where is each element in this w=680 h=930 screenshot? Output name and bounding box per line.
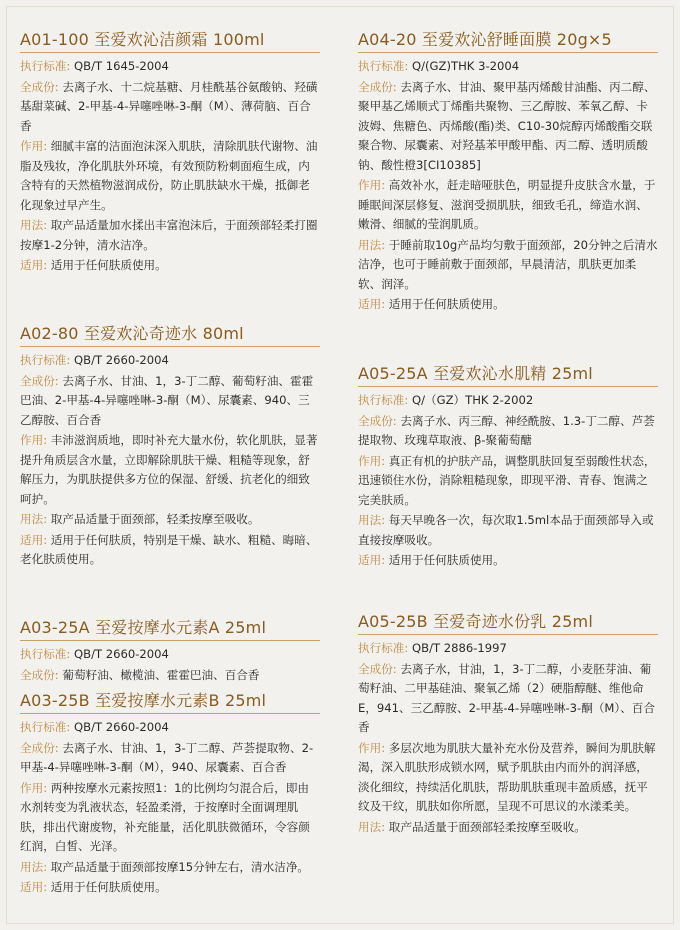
- ingredients-value: 去离子水、丙三醇、神经酰胺、1.3-丁二醇、芦荟提取物、玫瑰草取液、β-聚葡萄醣: [358, 413, 655, 447]
- standard-line: [20, 718, 320, 738]
- usage-value: 于睡前取10g产品均匀敷于面颈部，20分钟之后清水洁净，也可于睡前敷于面颈部，早晨清洁，肌肤更加柔软、润泽。: [358, 237, 658, 291]
- ingredients-line: [358, 412, 658, 451]
- usage-label: 用法:: [358, 237, 386, 252]
- ingredients-label: 全成份:: [20, 373, 59, 388]
- ingredients-line: [20, 739, 320, 778]
- ingredients-label: 全成份:: [20, 79, 59, 94]
- suitable-value: 适用于任何肤质使用。: [388, 297, 505, 311]
- ingredients-label: 全成份:: [358, 79, 397, 94]
- standard-line: [358, 57, 658, 77]
- standard-value: Q/（GZ）THK 2-2002: [411, 393, 534, 407]
- usage-value: 取产品适量于面颈部轻柔按摩至吸收。: [388, 819, 586, 834]
- usage-line: [358, 236, 658, 295]
- suitable-label: 适用:: [20, 532, 48, 547]
- product-a05a: [358, 364, 658, 571]
- ingredients-line: [20, 372, 320, 431]
- usage-line: [358, 818, 658, 838]
- suitable-label: 适用:: [20, 258, 48, 272]
- standard-label: 执行标准:: [20, 647, 71, 661]
- suitable-line: [20, 531, 320, 570]
- suitable-label: 适用:: [20, 880, 48, 894]
- usage-label: 用法:: [20, 512, 48, 526]
- ingredients-label: 全成份:: [358, 661, 397, 676]
- effect-value: 真正有机的护肤产品，调整肌肤回复至弱酸性状态，迅速锁住水份，消除粗糙现象，即现平滑、青春、饱满之完美肤质。: [358, 453, 656, 507]
- standard-value: QB/T 2660-2004: [73, 647, 169, 661]
- suitable-line: [358, 295, 658, 315]
- standard-value: QB/T 2660-2004: [73, 720, 169, 734]
- suitable-line: [20, 256, 320, 276]
- effect-value: 高效补水，赶走暗哑肤色，明显提升皮肤含水量，于睡眠间深层修复、滋润受损肌肤，细致毛孔，缔造水润、嫩滑、细腻的莹润肌质。: [358, 178, 656, 231]
- standard-value: Q/(GZ)THK 3-2004: [411, 59, 520, 73]
- suitable-line: [20, 878, 320, 898]
- standard-line: [358, 639, 658, 659]
- usage-value: 取产品适量于面颈部，轻柔按摩至吸收。: [50, 512, 260, 526]
- ingredients-line: [358, 660, 658, 738]
- effect-label: 作用:: [358, 178, 386, 192]
- standard-label: 执行标准:: [20, 353, 71, 367]
- standard-value: QB/T 2660-2004: [73, 353, 169, 367]
- standard-label: 执行标准:: [358, 393, 409, 407]
- suitable-value: 适用于任何肤质使用。: [388, 553, 505, 567]
- standard-label: 执行标准:: [358, 641, 409, 655]
- effect-label: 作用:: [20, 139, 48, 153]
- effect-line: [20, 779, 320, 857]
- suitable-value: 适用于任何肤质使用。: [50, 880, 167, 894]
- effect-label: 作用:: [20, 780, 48, 795]
- effect-value: 多层次地为肌肤大量补充水份及营养，瞬间为肌肤解渴，深入肌肤形成锁水网，赋予肌肤由内而外的润泽感，淡化细纹，持续活化肌肤，帮助肌肤重现丰盈质感，抚平纹及干纹，肌肤如你所愿，呈现不可思议的水漾柔美。: [358, 740, 656, 813]
- effect-line: [20, 431, 320, 509]
- effect-value: 细腻丰富的洁面泡沫深入肌肤，清除肌肤代谢物、油脂及残妆，净化肌肤外环境，有效预防粉刺面疱生成，内含特有的天然植物滋润成份，防止肌肤缺水干燥，抵御老化现象过早产生。: [20, 139, 318, 212]
- product-title: A02-80 至爱欢沁奇迹水 80ml: [20, 324, 320, 347]
- product-title: A03-25A 至爱按摩水元素A 25ml: [20, 618, 320, 641]
- suitable-line: [358, 551, 658, 571]
- product-a01: [20, 30, 320, 276]
- effect-label: 作用:: [358, 740, 386, 755]
- ingredients-line: [20, 666, 320, 686]
- ingredients-label: 全成份:: [358, 413, 397, 428]
- effect-value: 两种按摩水元素按照1：1的比例均匀混合后，即由水剂转变为乳液状态，轻盈柔滑，于按摩时全面调理肌肤，排出代谢废物，补充能量，活化肌肤微循环，令容颜红润，白皙、光泽。: [20, 780, 310, 853]
- effect-line: [20, 137, 320, 215]
- ingredients-value: 葡萄籽油、橄榄油、霍霍巴油、百合香: [62, 667, 260, 682]
- ingredients-value: 去离子水、甘油、1，3-丁二醇、芦荟提取物、2-甲基-4-异噻唑啉-3-酮（M），940、尿囊素、百合香: [20, 740, 314, 774]
- standard-value: QB/T 1645-2004: [73, 59, 169, 73]
- ingredients-value: 去离子水、甘油、1，3-丁二醇、葡萄籽油、霍霍巴油、2-甲基-4-异噻唑啉-3-酮（M）、尿囊素、940、三乙醇胺、百合香: [20, 373, 314, 427]
- product-title: A05-25B 至爱奇迹水份乳 25ml: [358, 612, 658, 635]
- usage-label: 用法:: [20, 218, 48, 232]
- standard-line: [20, 57, 320, 77]
- suitable-value: 适用于任何肤质使用。: [50, 258, 167, 272]
- ingredients-line: [358, 78, 658, 176]
- effect-label: 作用:: [358, 453, 386, 468]
- standard-value: QB/T 2886-1997: [411, 641, 507, 655]
- usage-label: 用法:: [358, 513, 386, 527]
- standard-line: [358, 391, 658, 411]
- suitable-label: 适用:: [358, 553, 386, 567]
- ingredients-value: 去离子水、甘油、聚甲基丙烯酸甘油酯、丙二醇、聚甲基乙烯顺式丁烯酯共聚物、三乙醇胺、苯氧乙醇、卡波姆、焦糖色、丙烯酸(酯)类、C10-30烷醇丙烯酸酯交联聚合物、尿囊素、对羟基苯甲酸甲酯、丙二醇、透明质酸钠、酸性橙3[CI10385]: [358, 79, 656, 172]
- usage-line: [358, 511, 658, 550]
- standard-line: [20, 351, 320, 371]
- product-a04: [358, 30, 658, 315]
- standard-label: 执行标准:: [358, 59, 409, 73]
- ingredients-line: [20, 78, 320, 137]
- suitable-label: 适用:: [358, 297, 386, 311]
- standard-line: [20, 645, 320, 665]
- effect-line: [358, 452, 658, 511]
- effect-line: [358, 176, 658, 235]
- usage-line: [20, 216, 320, 255]
- usage-value: 取产品适量于面颈部按摩15分钟左右，清水洁净。: [50, 859, 310, 874]
- ingredients-label: 全成份:: [20, 667, 59, 682]
- product-a02: [20, 324, 320, 570]
- product-title: A01-100 至爱欢沁洁颜霜 100ml: [20, 30, 320, 53]
- ingredients-value: 去离子水、十二烷基糖、月桂酰基谷氨酸钠、羟磺基甜菜碱、2-甲基-4-异噻唑啉-3-酮（M）、薄荷脑、百合香: [20, 79, 318, 133]
- ingredients-value: 去离子水，甘油，1，3-丁二醇，小麦胚芽油、葡萄籽油、二甲基硅油、聚氧乙烯（2）硬脂醇醚、维他命E，941、三乙醇胺、2-甲基-4-异噻唑啉-3-酮（M）、百合香: [358, 661, 655, 734]
- ingredients-label: 全成份:: [20, 740, 59, 755]
- effect-line: [358, 739, 658, 817]
- suitable-value: 适用于任何肤质，特别是干燥、缺水、粗糙、晦暗、老化肤质使用。: [20, 532, 318, 566]
- usage-line: [20, 858, 320, 878]
- usage-label: 用法:: [20, 859, 48, 874]
- standard-label: 执行标准:: [20, 720, 71, 734]
- usage-value: 每天早晚各一次，每次取1.5ml本品于面颈部导入或直接按摩吸收。: [358, 513, 654, 547]
- product-title-b: A03-25B 至爱按摩水元素B 25ml: [20, 691, 320, 714]
- usage-label: 用法:: [358, 819, 386, 834]
- product-title: A05-25A 至爱欢沁水肌精 25ml: [358, 364, 658, 387]
- effect-value: 丰沛滋润质地，即时补充大量水份，软化肌肤，显著提升角质层含水量，立即解除肌肤干燥、粗糙等现象，舒解压力，为肌肤提供多方位的保湿、舒缓、抗老化的细致呵护。: [20, 433, 318, 506]
- usage-value: 取产品适量加水揉出丰富泡沫后，于面颈部轻柔打圈按摩1-2分钟，清水洁净。: [20, 218, 318, 252]
- usage-line: [20, 510, 320, 530]
- product-a05b: [358, 612, 658, 837]
- product-a03: [20, 618, 320, 898]
- product-title: A04-20 至爱欢沁舒睡面膜 20g×5: [358, 30, 658, 53]
- standard-label: 执行标准:: [20, 59, 71, 73]
- effect-label: 作用:: [20, 433, 48, 447]
